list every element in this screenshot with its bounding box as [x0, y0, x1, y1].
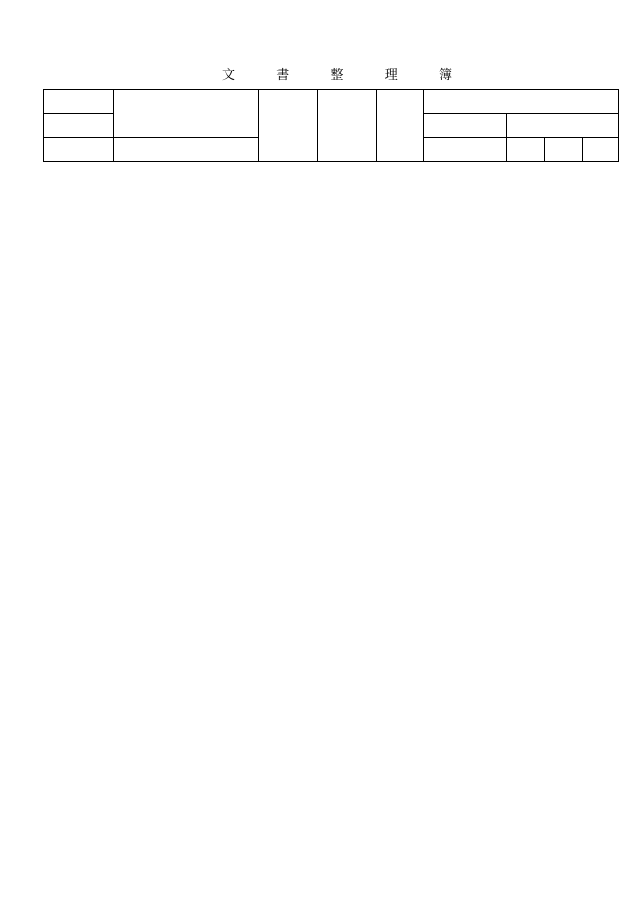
- title-char: 書: [276, 68, 290, 83]
- title-char: 理: [384, 68, 398, 83]
- header-directive: [507, 114, 619, 138]
- header-general-date-summary: [424, 138, 507, 162]
- header-branch-no: [507, 138, 545, 162]
- header-recv-send-class: [44, 90, 114, 114]
- header-subject: [114, 138, 259, 162]
- header-receipt-seal: [377, 90, 424, 162]
- header-general-docs: [424, 114, 507, 138]
- header-month-day: [44, 114, 114, 138]
- header-serial: [44, 138, 114, 162]
- title-char: 整: [330, 68, 344, 83]
- title-char: 文: [222, 68, 236, 83]
- header-processing-history: [424, 90, 619, 114]
- header-directive-date: [545, 138, 583, 162]
- register-title: [222, 64, 452, 83]
- header-row-1: [44, 90, 619, 114]
- header-disposition: [583, 138, 619, 162]
- document-register-table: [43, 89, 619, 162]
- header-sender: [259, 90, 318, 162]
- title-char: 簿: [438, 68, 452, 83]
- header-doc-symbol: [114, 90, 259, 138]
- header-receiver: [318, 90, 377, 162]
